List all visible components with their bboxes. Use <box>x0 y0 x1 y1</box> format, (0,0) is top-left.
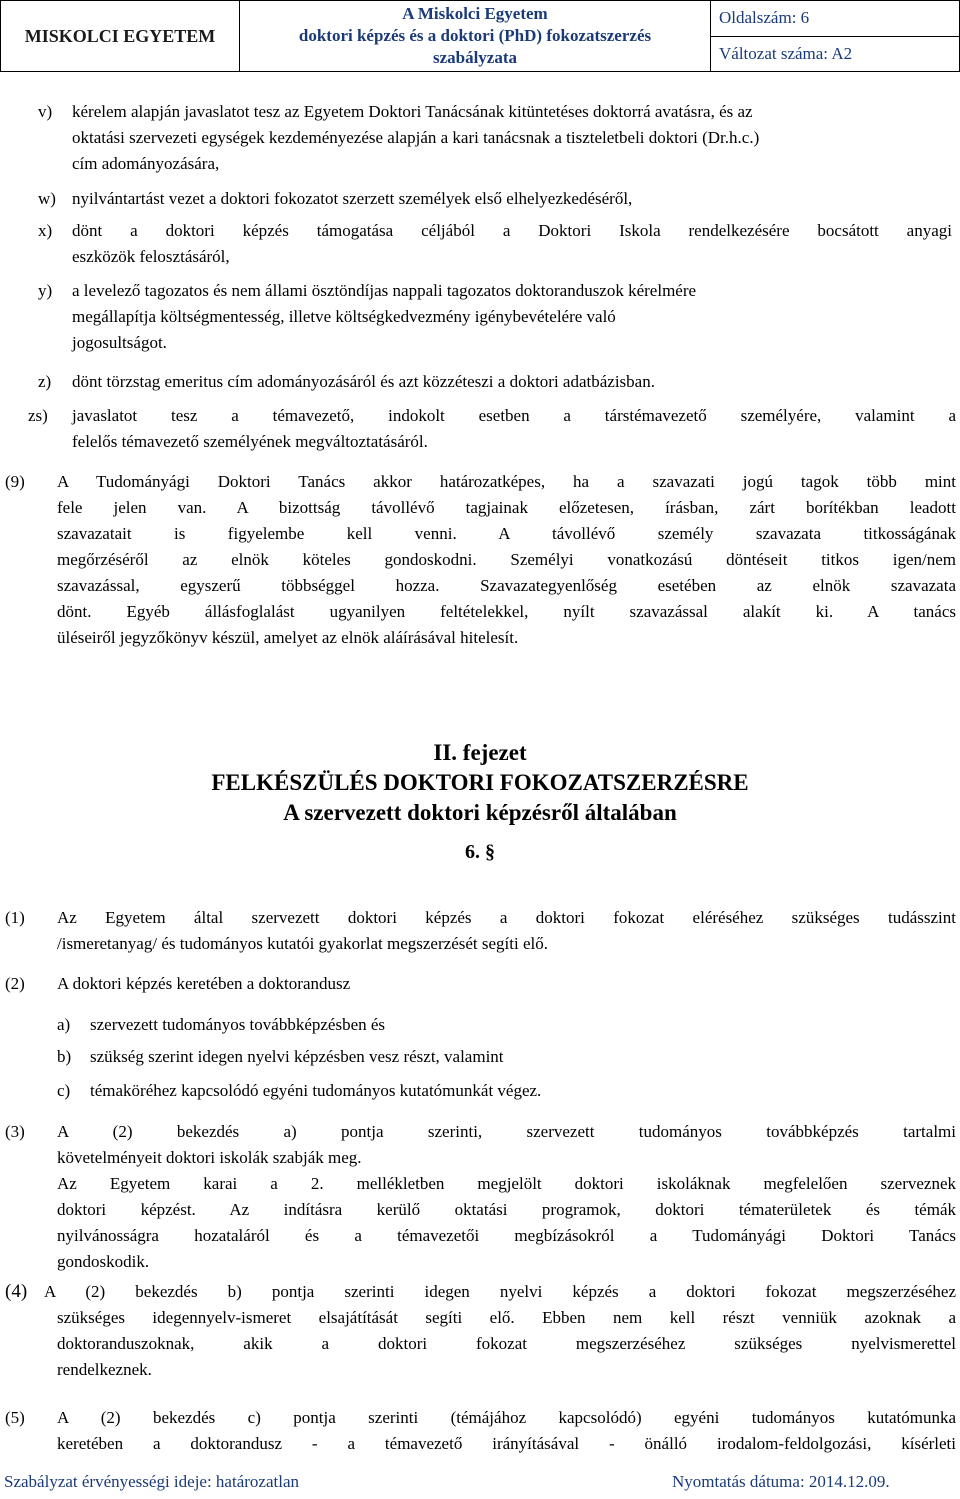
document-title <box>240 1 711 72</box>
section-number: 6. § <box>465 841 495 863</box>
s6-5-line-2: keretében a doktorandusz - a témavezető irányításával - önálló irodalom-feldolgozási, kísérleti <box>57 1434 956 1453</box>
s6-3-line-5: nyilvánosságra hozataláról és a témavezetői megbízásokról a Tudományági Doktori Tanács <box>57 1226 956 1245</box>
s6-3-line-6: gondoskodik. <box>57 1252 150 1271</box>
item-label-zs: zs) <box>28 406 48 425</box>
version-number: Változat száma: A2 <box>711 36 960 72</box>
title-line-1: A Miskolci Egyetem <box>402 4 548 23</box>
footer-print-date: Nyomtatás dátuma: 2014.12.09. <box>672 1472 890 1491</box>
s6-5-line-1: A (2) bekezdés c) pontja szerinti (témájához kapcsolódó) egyéni tudományos kutatómunka <box>57 1408 956 1427</box>
item-zs-line-1: javaslatot tesz a témavezető, indokolt esetben a társtémavezető személyére, valamint a <box>72 406 956 425</box>
title-line-3: szabályzata <box>432 48 518 67</box>
s6-1-line-1: Az Egyetem által szervezett doktori képzés a doktori fokozat eléréséhez szükséges tudásszint <box>57 908 956 927</box>
s6-2-sub-a-label: a) <box>57 1015 71 1034</box>
item-label-y: y) <box>38 281 53 300</box>
s6-1-label: (1) <box>5 908 25 927</box>
item-label-z: z) <box>38 372 52 391</box>
s6-4-line-1: A (2) bekezdés b) pontja szerinti idegen nyelvi képzés a doktori fokozat megszerzéséhez <box>44 1282 956 1301</box>
page-header <box>0 0 960 72</box>
s6-2-label: (2) <box>5 974 25 993</box>
item-y-line-3: jogosultságot. <box>72 333 167 352</box>
s6-2-sub-a-text: szervezett tudományos továbbképzésben és <box>90 1015 386 1034</box>
title-line-2: doktori képzés és a doktori (PhD) fokozatszerzés <box>298 26 652 45</box>
item-v-line-1: kérelem alapján javaslatot tesz az Egyetem Doktori Tanácsának kitüntetéses doktorrá avatásra, és az <box>72 102 753 121</box>
para9-line-6: dönt. Egyéb állásfoglalást ugyanilyen feltételekkel, nyílt szavazással alakít ki. A tanács <box>57 602 956 621</box>
item-label-x: x) <box>38 221 53 240</box>
s6-5-label: (5) <box>5 1408 25 1427</box>
item-z-line-1: dönt törzstag emeritus cím adományozásáról és azt közzéteszi a doktori adatbázisban. <box>72 372 655 391</box>
s6-3-line-2: követelményeit doktori iskolák szabják meg. <box>57 1148 362 1167</box>
chapter-title: FELKÉSZÜLÉS DOKTORI FOKOZATSZERZÉSRE <box>211 770 749 795</box>
s6-3-line-4: doktori képzést. Az indításra kerülő oktatási programok, doktori tématerületek és témák <box>57 1200 956 1219</box>
chapter-subtitle: A szervezett doktori képzésről általában <box>283 800 677 825</box>
s6-2-line-1: A doktori képzés keretében a doktorandusz <box>57 974 351 993</box>
page-number: Oldalszám: 6 <box>711 1 960 37</box>
s6-4-label: (4) <box>5 1281 28 1302</box>
item-y-line-1: a levelező tagozatos és nem állami ösztöndíjas nappali tagozatos doktoranduszok kérelmére <box>72 281 697 300</box>
org-name: MISKOLCI EGYETEM <box>1 1 240 72</box>
item-label-w: w) <box>38 189 56 208</box>
item-x-line-2: eszközök felosztásáról, <box>72 247 230 266</box>
s6-4-line-4: rendelkeznek. <box>57 1360 152 1379</box>
para9-line-4: megőrzéséről az elnök köteles gondoskodni. Személyi vonatkozású döntéseit titkos igen/nem <box>57 550 956 569</box>
s6-4-line-2: szükséges idegennyelv-ismeret elsajátítását segíti elő. Ebben nem kell részt venniük azoknak a <box>57 1308 956 1327</box>
para9-line-5: szavazással, egyszerű többséggel hozza. Szavazategyenlőség esetében az elnök szavazata <box>57 576 956 595</box>
item-y-line-2: megállapítja költségmentesség, illetve költségkedvezmény igénybevételére való <box>72 307 616 326</box>
s6-3-line-1: A (2) bekezdés a) pontja szerinti, szervezett tudományos továbbképzés tartalmi <box>57 1122 956 1141</box>
s6-2-sub-c-label: c) <box>57 1081 71 1100</box>
item-v-line-3: cím adományozására, <box>72 154 220 173</box>
para9-line-2: fele jelen van. A bizottság távollévő tagjainak előzetesen, írásban, zárt borítékban leadott <box>57 498 956 517</box>
s6-3-line-3: Az Egyetem karai a 2. mellékletben megjelölt doktori iskoláknak megfelelően szerveznek <box>57 1174 956 1193</box>
s6-3-label: (3) <box>5 1122 25 1141</box>
s6-4-line-3: doktoranduszoknak, akik a doktori fokozat megszerzéséhez szükséges nyelvismerettel <box>57 1334 956 1353</box>
para9-label: (9) <box>5 472 25 491</box>
para9-line-7: üléseiről jegyzőkönyv készül, amelyet az elnök aláírásával hitelesít. <box>57 628 519 647</box>
chapter-number: II. fejezet <box>433 740 527 765</box>
s6-2-sub-b-text: szükség szerint idegen nyelvi képzésben vesz részt, valamint <box>90 1047 504 1066</box>
item-v-line-2: oktatási szervezeti egységek kezdeményezése alapján a kari tanácsnak a tiszteletbeli doktori (Dr.h.c.) <box>72 128 760 147</box>
item-x-line-1: dönt a doktori képzés támogatása céljából a Doktori Iskola rendelkezésére bocsátott anyagi <box>72 221 952 240</box>
s6-2-sub-c-text: témaköréhez kapcsolódó egyéni tudományos kutatómunkát végez. <box>90 1081 542 1100</box>
item-w-line-1: nyilvántartást vezet a doktori fokozatot szerzett személyek első elhelyezkedéséről, <box>72 189 633 208</box>
s6-1-line-2: /ismeretanyag/ és tudományos kutatói gyakorlat megszerzését segíti elő. <box>57 934 548 953</box>
item-label-v: v) <box>38 102 53 121</box>
item-zs-line-2: felelős témavezető személyének megváltoztatásáról. <box>72 432 428 451</box>
para9-line-3: szavazatait is figyelembe kell venni. A távollévő személy szavazata titkosságának <box>57 524 956 543</box>
footer-validity: Szabályzat érvényességi ideje: határozatlan <box>4 1472 299 1491</box>
para9-line-1: A Tudományági Doktori Tanács akkor határozatképes, ha a szavazati jogú tagok több mint <box>57 472 956 491</box>
s6-2-sub-b-label: b) <box>57 1047 72 1066</box>
